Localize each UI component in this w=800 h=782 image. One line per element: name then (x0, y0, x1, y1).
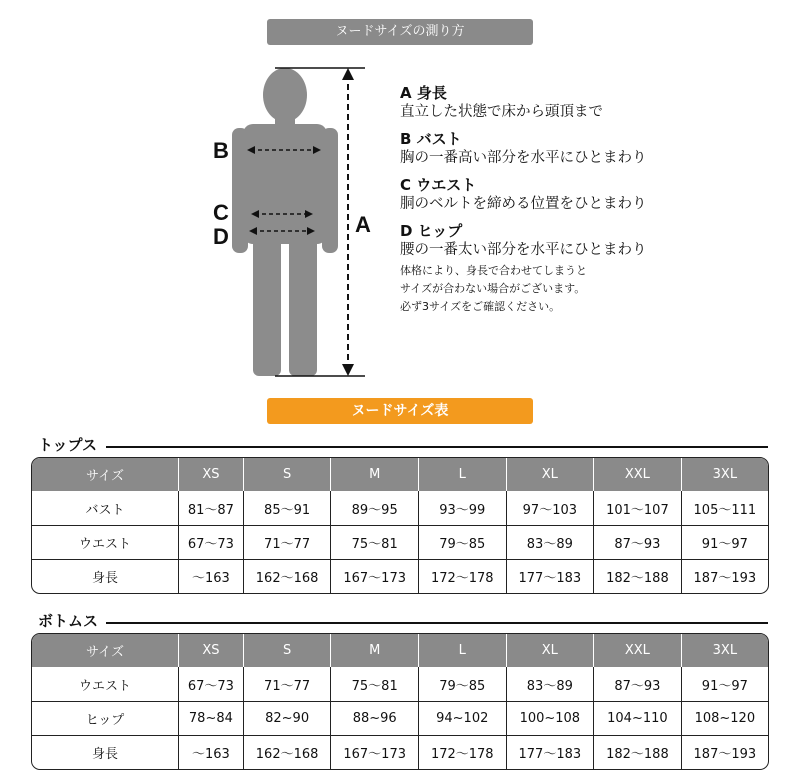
label-c: C (213, 200, 229, 225)
bottoms-table (31, 633, 769, 770)
header-cell: M (331, 634, 419, 667)
desc-title: C ウエスト (400, 176, 477, 194)
table-header-row (32, 634, 768, 667)
header-cell: XXL (594, 458, 682, 491)
desc-title: A 身長 (400, 84, 447, 102)
table-cell: 182～188 (594, 735, 682, 769)
header-cell: 3XL (682, 634, 768, 667)
table-cell: 162～168 (244, 559, 332, 593)
bottoms-title: ボトムス (38, 612, 99, 630)
desc-height (400, 84, 795, 122)
desc-bust (400, 130, 795, 168)
table-row (32, 491, 768, 525)
desc-hip (400, 222, 795, 260)
note-line: 体格により、身長で合わせてしまうと (400, 264, 587, 277)
tops-divider (106, 446, 768, 448)
table-row (32, 525, 768, 559)
table-cell: 81～87 (179, 491, 244, 525)
desc-text: 直立した状態で床から頭頂まで (400, 104, 603, 120)
header-cell: 3XL (682, 458, 768, 491)
table-cell: 104~110 (594, 701, 682, 735)
body-figure (205, 60, 385, 390)
note-line: 必ず3サイズをご確認ください。 (400, 300, 561, 313)
header-cell: S (244, 634, 332, 667)
row-label: ヒップ (32, 701, 179, 735)
table-header-row (32, 458, 768, 491)
table-cell: 67～73 (179, 525, 244, 559)
table-cell: 83～89 (507, 525, 595, 559)
label-a: A (355, 212, 371, 237)
header-cell: XXL (594, 634, 682, 667)
row-label: 身長 (32, 559, 179, 593)
table-cell: 108~120 (682, 701, 768, 735)
table-cell: 162～168 (244, 735, 332, 769)
table-cell: 71～77 (244, 525, 332, 559)
table-cell: 167～173 (331, 735, 419, 769)
table-cell: 187～193 (682, 735, 768, 769)
desc-text: 胸の一番高い部分を水平にひとまわり (400, 150, 647, 166)
table-cell: 89～95 (331, 491, 419, 525)
table-cell: 78~84 (179, 701, 244, 735)
table-cell: 93～99 (419, 491, 507, 525)
table-cell: 75～81 (331, 667, 419, 701)
table-cell: 91～97 (682, 525, 768, 559)
measurement-descriptions (400, 84, 795, 316)
table-cell: 187～193 (682, 559, 768, 593)
table-cell: 177～183 (507, 735, 595, 769)
table-cell: 67～73 (179, 667, 244, 701)
table-cell: 101～107 (594, 491, 682, 525)
table-cell: 79～85 (419, 525, 507, 559)
desc-waist (400, 176, 795, 214)
bottoms-divider (106, 622, 768, 624)
note-line: サイズが合わない場合がございます。 (400, 282, 586, 295)
table-cell: 91～97 (701, 678, 748, 694)
size-table-title: ヌードサイズ表 (267, 398, 533, 424)
table-row (32, 559, 768, 593)
row-label: ウエスト (32, 525, 179, 559)
table-cell: 83～89 (507, 667, 595, 701)
header-cell: S (244, 458, 332, 491)
table-cell: 172～178 (419, 559, 507, 593)
desc-text: 胴のベルトを締める位置をひとまわり (400, 196, 647, 212)
table-row (32, 667, 768, 701)
table-cell: 75～81 (331, 525, 419, 559)
header-cell: XL (507, 634, 595, 667)
label-d: D (213, 224, 229, 249)
table-cell: 182～188 (594, 559, 682, 593)
table-row (32, 701, 768, 735)
header-cell: XS (179, 458, 244, 491)
table-cell: 97～103 (507, 491, 595, 525)
row-label: ウエスト (32, 667, 179, 701)
header-cell: サイズ (32, 634, 179, 667)
table-cell: 87～93 (594, 667, 682, 701)
table-cell: 177～183 (507, 559, 595, 593)
header-cell: L (419, 634, 507, 667)
desc-text: 腰の一番太い部分を水平にひとまわり (400, 242, 647, 258)
header-cell: L (419, 458, 507, 491)
table-cell: 88~96 (331, 701, 419, 735)
tops-table (31, 457, 769, 594)
header-cell: XS (179, 634, 244, 667)
table-cell: 167～173 (331, 559, 419, 593)
header-cell: サイズ (32, 458, 179, 491)
row-label: 身長 (32, 735, 179, 769)
header-cell: XL (507, 458, 595, 491)
desc-title: D ヒップ (400, 222, 463, 240)
row-label: バスト (32, 491, 179, 525)
desc-title: B バスト (400, 130, 462, 148)
table-cell: 71～77 (244, 667, 332, 701)
header-cell: M (331, 458, 419, 491)
table-cell: 87～93 (594, 525, 682, 559)
table-cell: 94~102 (419, 701, 507, 735)
table-cell: 82~90 (244, 701, 332, 735)
table-cell: ～163 (179, 735, 244, 769)
table-cell: 85～91 (244, 491, 332, 525)
table-cell: 79～85 (419, 667, 507, 701)
table-row (32, 735, 768, 769)
table-cell: 172～178 (419, 735, 507, 769)
table-cell: 100~108 (507, 701, 595, 735)
table-cell: 105～111 (693, 502, 757, 518)
label-b: B (213, 138, 229, 163)
table-cell: ～163 (179, 559, 244, 593)
measure-title: ヌードサイズの測り方 (267, 19, 533, 45)
tops-title: トップス (38, 436, 97, 454)
